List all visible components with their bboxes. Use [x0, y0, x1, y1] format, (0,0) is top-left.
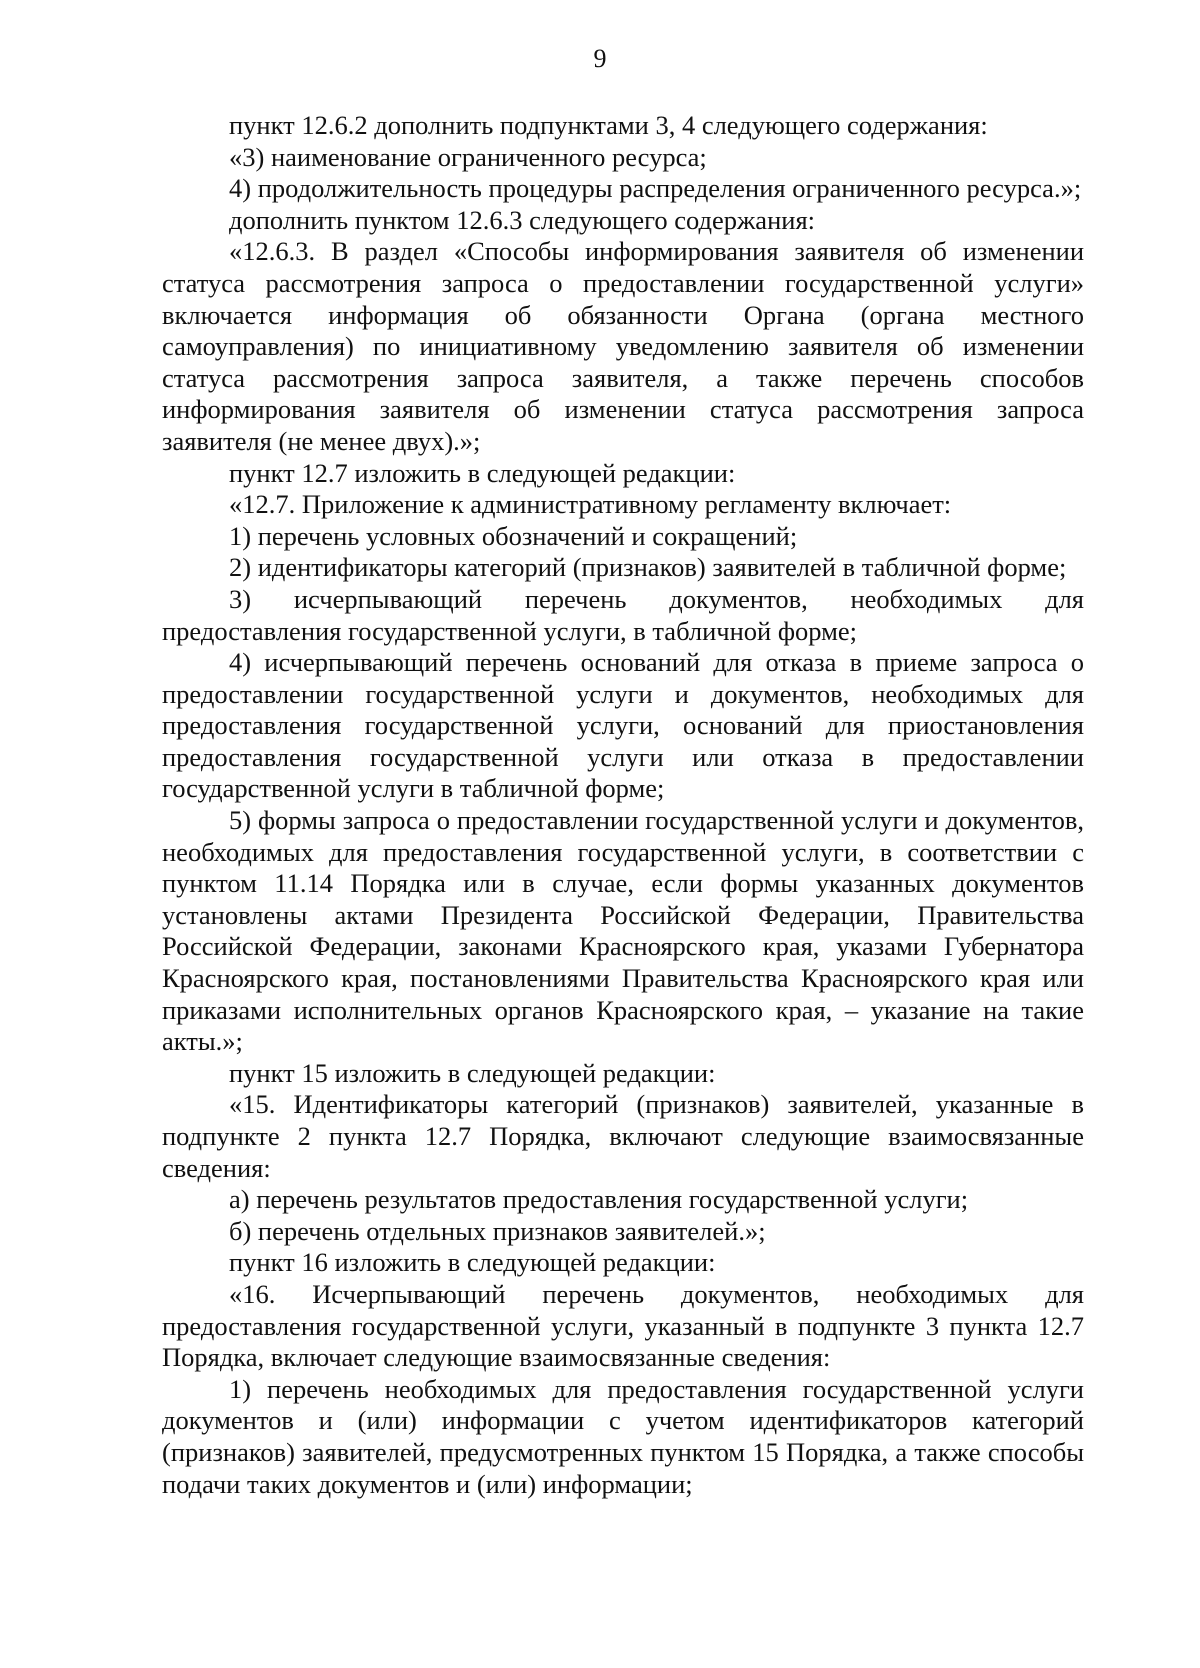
paragraph: 1) перечень необходимых для предоставления государственной услуги документов и (или) информации с учетом идентификаторов категорий (признаков) заявителей, предусмотренных пунктом 15 Порядка, а также способы подачи таких документов и (или) информации; — [162, 1373, 1084, 1499]
paragraph: «12.6.3. В раздел «Способы информирования заявителя об изменении статуса рассмотрения запроса о предоставлении государственной услуги» включается информация об обязанности Органа (органа местного самоуправления) по инициативному уведомлению заявителя об изменении статуса рассмотрения запроса заявителя, а также перечень способов информирования заявителя об изменении статуса рассмотрения запроса заявителя (не менее двух).»; — [162, 236, 1084, 456]
paragraph: «15. Идентификаторы категорий (признаков) заявителей, указанные в подпункте 2 пункта 12.7 Порядка, включают следующие взаимосвязанные сведения: — [162, 1089, 1084, 1183]
paragraph: 3) исчерпывающий перечень документов, необходимых для предоставления государственной услуги, в табличной форме; — [162, 583, 1084, 646]
paragraph: 2) идентификаторы категорий (признаков) заявителей в табличной форме; — [229, 552, 1067, 583]
paragraph: 4) исчерпывающий перечень оснований для отказа в приеме запроса о предоставлении государственной услуги и документов, необходимых для предоставления государственной услуги, оснований для приостановления предоставления государственной услуги или отказа в предоставлении государственной услуги в табличной форме; — [162, 647, 1084, 804]
paragraph: пункт 12.7 изложить в следующей редакции: — [229, 457, 736, 488]
paragraph: «12.7. Приложение к административному регламенту включает: — [229, 489, 952, 520]
paragraph: 5) формы запроса о предоставлении государственной услуги и документов, необходимых для предоставления государственной услуги, в соответствии с пунктом 11.14 Порядка или в случае, если формы указанных документов установлены актами Президента Российской Федерации, Правительства Российской Федерации, законами Красноярского края, указами Губернатора Красноярского края, постановлениями Правительства Красноярского края или приказами исполнительных органов Красноярского края, – указание на такие акты.»; — [162, 805, 1084, 1057]
paragraph: пункт 16 изложить в следующей редакции: — [229, 1247, 716, 1278]
paragraph: дополнить пунктом 12.6.3 следующего содержания: — [229, 204, 815, 235]
document-body — [162, 110, 1084, 1500]
paragraph: 1) перечень условных обозначений и сокращений; — [229, 520, 798, 551]
paragraph: пункт 15 изложить в следующей редакции: — [229, 1057, 716, 1088]
paragraph: а) перечень результатов предоставления государственной услуги; — [229, 1184, 969, 1215]
paragraph: б) перечень отдельных признаков заявителей.»; — [229, 1215, 766, 1246]
page-number: 9 — [593, 44, 607, 73]
paragraph: 4) продолжительность процедуры распределения ограниченного ресурса.»; — [229, 173, 1082, 204]
paragraph: «3) наименование ограниченного ресурса; — [229, 141, 707, 172]
paragraph: пункт 12.6.2 дополнить подпунктами 3, 4 следующего содержания: — [229, 110, 988, 140]
paragraph: «16. Исчерпывающий перечень документов, необходимых для предоставления государственной услуги, указанный в подпункте 3 пункта 12.7 Порядка, включает следующие взаимосвязанные сведения: — [162, 1278, 1084, 1373]
